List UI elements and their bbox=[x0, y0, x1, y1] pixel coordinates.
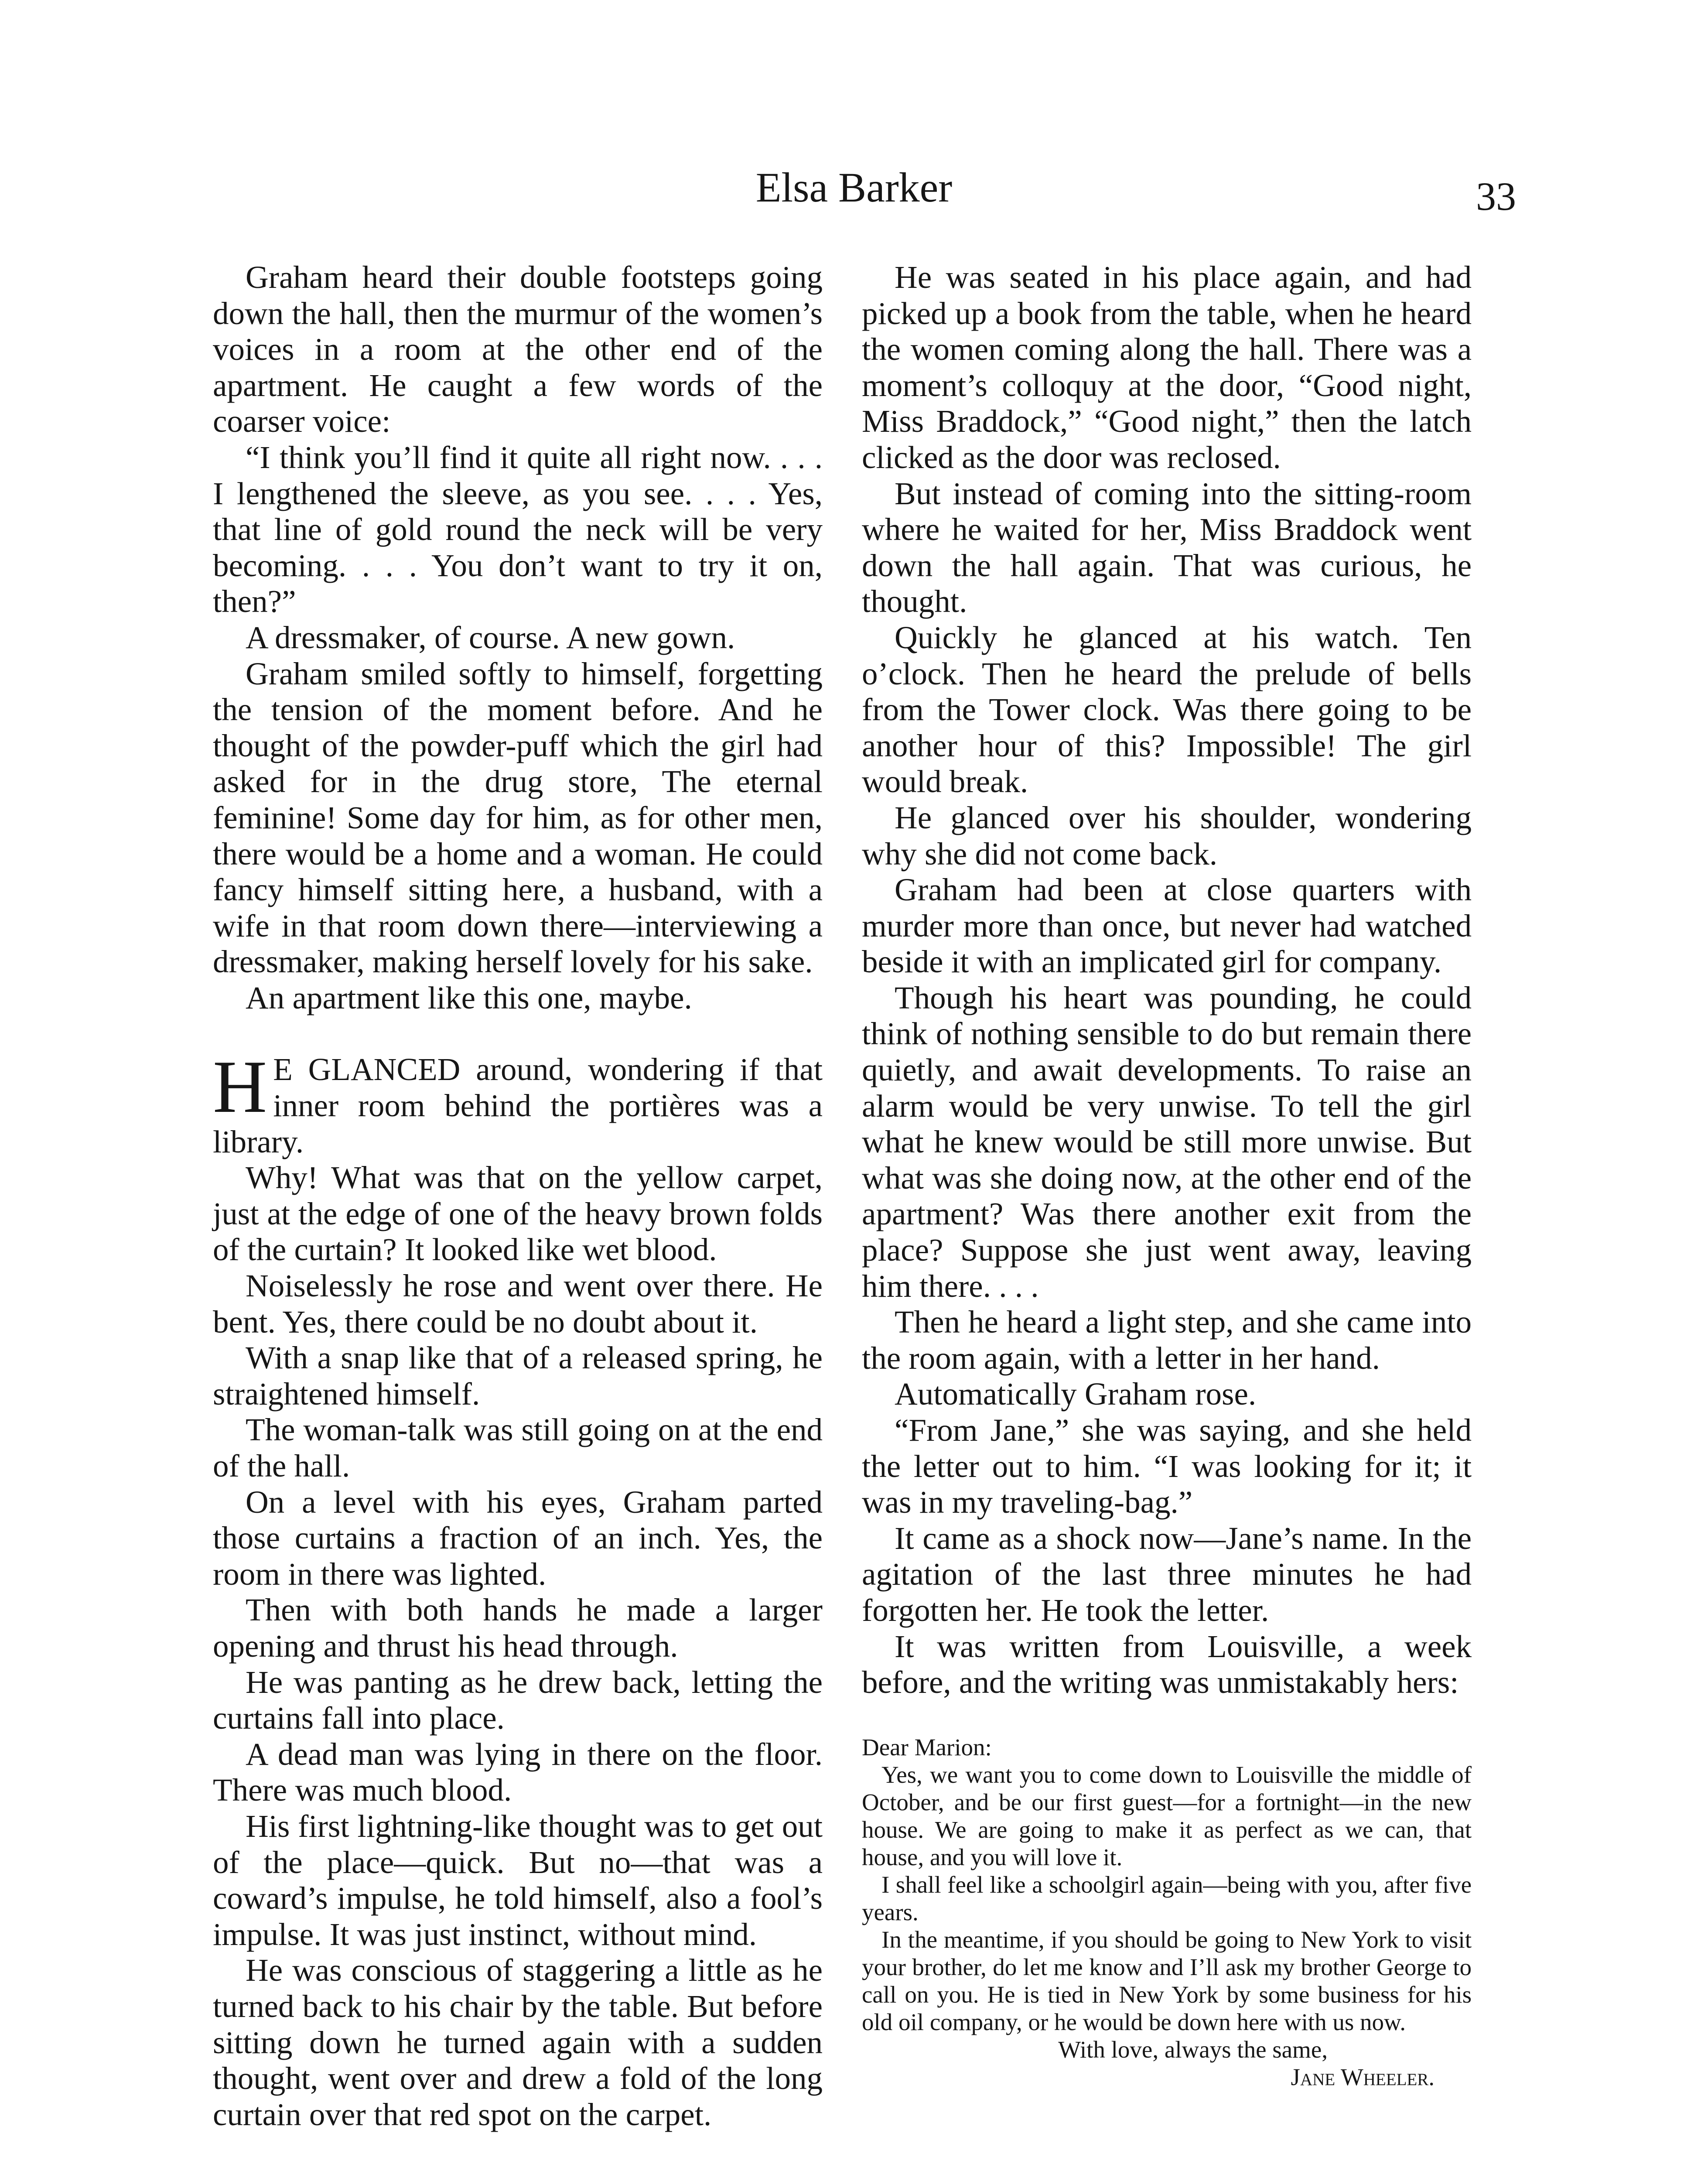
letter-closing: With love, always the same, bbox=[1058, 2036, 1328, 2063]
paragraph: A dead man was lying in there on the floor. There was much blood. bbox=[213, 1736, 823, 1808]
paragraph: An apartment like this one, maybe. bbox=[246, 980, 692, 1015]
running-head-author: Elsa Barker bbox=[755, 164, 953, 211]
embedded-letter bbox=[862, 1733, 1472, 2091]
paragraph: With a snap like that of a released spring, he straightened himself. bbox=[213, 1340, 823, 1412]
paragraph: But instead of coming into the sitting-room where he waited for her, Miss Braddock went down the hall again. That was curious, he thought. bbox=[862, 475, 1472, 619]
paragraph: It came as a shock now—Jane’s name. In the agitation of the last three minutes he had forgotten her. He took the letter. bbox=[862, 1520, 1472, 1628]
paragraph: His first lightning-like thought was to get out of the place—quick. But no—that was a coward’s impulse, he told himself, also a fool’s impulse. It was just instinct, without mind. bbox=[213, 1808, 823, 1952]
left-column bbox=[213, 260, 823, 2133]
letter-paragraph: In the meantime, if you should be going to New York to visit your brother, do let me know and I’ll ask my brother George to call on you. He is tied in New York by some business for his old oil company, or he would be down here with us now. bbox=[862, 1926, 1472, 2035]
letter-salutation: Dear Marion: bbox=[862, 1733, 992, 1761]
paragraph: It was written from Louisville, a week before, and the writing was unmistakably hers: bbox=[862, 1628, 1472, 1700]
paragraph: Graham had been at close quarters with murder more than once, but never had watched beside it with an implicated girl for company. bbox=[862, 872, 1472, 980]
paragraph: Noiselessly he rose and went over there. He bent. Yes, there could be no doubt about it. bbox=[213, 1268, 823, 1340]
paragraph: He was panting as he drew back, letting the curtains fall into place. bbox=[213, 1664, 823, 1736]
paragraph: Quickly he glanced at his watch. Ten o’clock. Then he heard the prelude of bells from the Tower clock. Was there going to be another hour of this? Impossible! The girl would break. bbox=[862, 619, 1472, 800]
drop-cap: H bbox=[213, 1046, 267, 1129]
paragraph: He was seated in his place again, and had picked up a book from the table, when he heard the women coming along the hall. There was a moment’s colloquy at the door, “Good night, Miss Braddock,” “Good night,” then the latch clicked as the door was reclosed. bbox=[862, 260, 1472, 475]
paragraph: Why! What was that on the yellow carpet, just at the edge of one of the heavy brown folds of the curtain? It looked like wet blood. bbox=[213, 1160, 823, 1268]
letter-paragraph: Yes, we want you to come down to Louisville the middle of October, and be our first guest—for a fortnight—in the new house. We are going to make it as perfect as we can, that house, and you will love it. bbox=[862, 1761, 1472, 1870]
section-opening-text: E GLANCED around, wondering if that inner room behind the portières was a library. bbox=[213, 1052, 823, 1159]
paragraph: Then with both hands he made a larger opening and thrust his head through. bbox=[213, 1592, 823, 1664]
paragraph: “I think you’ll find it quite all right now. . . . I lengthened the sleeve, as you see. . . . Yes, that line of gold round the neck will be very becoming. . . . You don’t want to try it on, then?” bbox=[213, 439, 823, 619]
page-number: 33 bbox=[1476, 174, 1516, 219]
paragraph: Graham heard their double footsteps going down the hall, then the murmur of the women’s voices in a room at the other end of the apartment. He caught a few words of the coarser voice: bbox=[213, 260, 823, 439]
paragraph: Though his heart was pounding, he could think of nothing sensible to do but remain there quietly, and await developments. To raise an alarm would be very unwise. To tell the girl what he knew would be still more unwise. But what was she doing now, at the other end of the apartment? Was there another exit from the place? Suppose she just went away, leaving him there. . . . bbox=[862, 980, 1472, 1304]
paragraph: The woman-talk was still going on at the end of the hall. bbox=[213, 1412, 823, 1484]
paragraph: Then he heard a light step, and she came into the room again, with a letter in her hand. bbox=[862, 1304, 1472, 1376]
paragraph: A dressmaker, of course. A new gown. bbox=[246, 619, 735, 655]
paragraph: On a level with his eyes, Graham parted those curtains a fraction of an inch. Yes, the room in there was lighted. bbox=[213, 1484, 823, 1592]
right-column bbox=[862, 260, 1472, 2091]
section-opening-paragraph bbox=[213, 1046, 823, 1160]
paragraph: Automatically Graham rose. bbox=[895, 1376, 1257, 1412]
paragraph: “From Jane,” she was saying, and she held the letter out to him. “I was looking for it; it was in my traveling-bag.” bbox=[862, 1412, 1472, 1520]
letter-paragraph: I shall feel like a schoolgirl again—being with you, after five years. bbox=[862, 1871, 1472, 1925]
paragraph: He glanced over his shoulder, wondering why she did not come back. bbox=[862, 800, 1472, 872]
paragraph: Graham smiled softly to himself, forgetting the tension of the moment before. And he thought of the powder-puff which the girl had asked for in the drug store, The eternal feminine! Some day for him, as for other men, there would be a home and a woman. He could fancy himself sitting here, a husband, with a wife in that room down there—interviewing a dressmaker, making herself lovely for his sake. bbox=[213, 656, 823, 980]
letter-signature: Jane Wheeler. bbox=[1291, 2063, 1435, 2090]
paragraph: He was conscious of staggering a little as he turned back to his chair by the table. But before sitting down he turned again with a sudden thought, went over and drew a fold of the long curtain over that red spot on the carpet. bbox=[213, 1952, 823, 2132]
